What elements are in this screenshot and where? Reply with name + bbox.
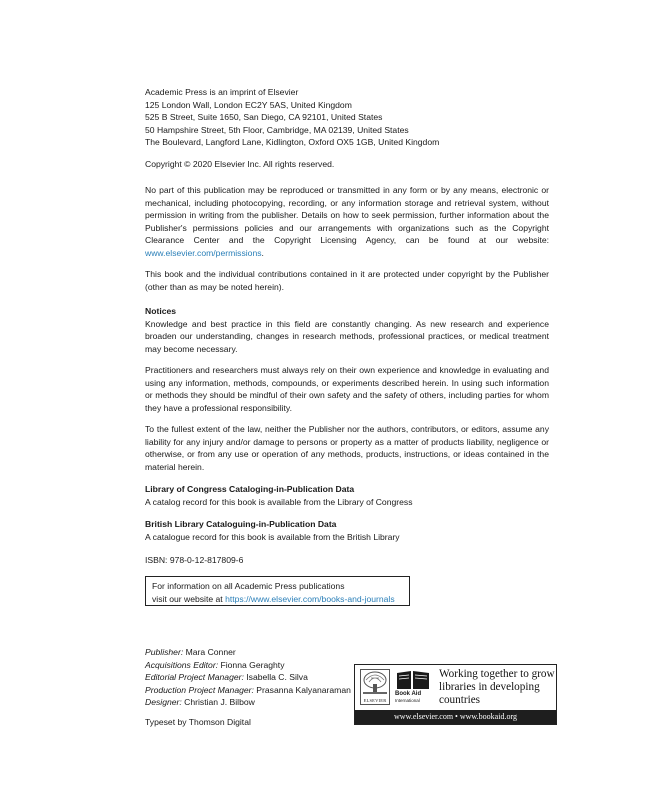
credit-role: Production Project Manager: [145, 684, 254, 695]
imprint-block [145, 86, 549, 149]
imprint-line: 525 B Street, Suite 1650, San Diego, CA 92101, United States [145, 112, 383, 122]
credit-line [145, 671, 355, 684]
permissions-link[interactable]: www.elsevier.com/permissions [145, 247, 262, 258]
info-line [152, 593, 409, 606]
credit-line [145, 696, 355, 709]
imprint-line: Academic Press is an imprint of Elsevier [145, 87, 299, 97]
credit-role: Editorial Project Manager: [145, 672, 244, 682]
banner-urls[interactable]: www.elsevier.com • www.bookaid.org [355, 710, 556, 724]
loc-heading: Library of Congress Cataloging-in-Publication Data [145, 484, 355, 494]
permissions-text: No part of this publication may be reproduced or transmitted in any form or by any means, electronic or mechanical, including photocopying, recording, or any information storage and retrieval system, without permission in writing from the publisher. Details on how to seek permission, further information about the Publisher's permissions policies and our arrangements with organizations such as the Copyright Clearance Center and the Copyright Licensing Agency, can be found at our website: [145, 185, 549, 245]
info-line: For information on all Academic Press publications [152, 581, 345, 591]
notices-paragraph: To the fullest extent of the law, neither the Publisher nor the authors, contributors, or editors, assume any liability for any injury and/or damage to persons or property as a matter of products liability, negligence or otherwise, or from any use or operation of any methods, products, instructions, or ideas contained in the material herein. [145, 424, 549, 472]
bl-text: A catalogue record for this book is available from the British Library [145, 531, 400, 542]
notices-section [145, 305, 549, 355]
info-box [145, 576, 410, 606]
imprint-line: The Boulevard, Langford Lane, Kidlington, Oxford OX5 1GB, United Kingdom [145, 137, 440, 147]
book-aid-banner [354, 664, 557, 725]
permissions-paragraph [145, 184, 549, 259]
loc-text: A catalog record for this book is available from the Library of Congress [145, 496, 413, 507]
bl-heading: British Library Cataloguing-in-Publication Data [145, 519, 337, 529]
isbn: ISBN: 978-0-12-817809-6 [145, 555, 244, 565]
books-journals-link[interactable]: https://www.elsevier.com/books-and-journals [225, 593, 395, 604]
book-aid-sub: International [395, 698, 420, 703]
credit-line [145, 659, 355, 672]
imprint-line: 50 Hampshire Street, 5th Floor, Cambridge, MA 02139, United States [145, 124, 409, 135]
credit-name: Fionna Geraghty [218, 659, 285, 670]
tree-icon [361, 670, 389, 696]
credit-line [145, 646, 355, 659]
credit-role: Designer: [145, 697, 182, 707]
bl-section [145, 518, 549, 543]
notices-paragraph: Practitioners and researchers must always rely on their own experience and knowledge in evaluating and using any information, methods, compounds, or experiments described herein. In using such information or methods they should be mindful of their own safety and the safety of others, including parties for whom they have a professional responsibility. [145, 365, 549, 413]
credit-line [145, 684, 355, 697]
typeset-line: Typeset by Thomson Digital [145, 717, 251, 727]
book-aid-wordmark: Book Aid [395, 691, 422, 697]
credit-name: Isabella C. Silva [243, 672, 308, 682]
elsevier-wordmark: ELSEVIER [363, 698, 387, 703]
elsevier-tree-logo [360, 669, 390, 705]
banner-top [355, 665, 556, 709]
credit-role: Acquisitions Editor: [145, 659, 219, 670]
loc-section [145, 483, 549, 508]
notices-paragraph: Knowledge and best practice in this field are constantly changing. As new research and experience broaden our understanding, changes in research methods, professional practices, or medical treatment may become necessary. [145, 318, 549, 354]
permissions-end: . [261, 247, 264, 258]
credit-name: Prasanna Kalyanaraman [253, 684, 351, 695]
notices-heading: Notices [145, 306, 177, 316]
credit-name: Christian J. Bilbow [181, 697, 255, 707]
credits-block [145, 646, 355, 709]
info-prefix: visit our website at [152, 593, 226, 604]
credit-role: Publisher: [145, 647, 184, 657]
banner-slogan: Working together to grow libraries in developing countries [439, 668, 555, 706]
imprint-line: 125 London Wall, London EC2Y 5AS, United Kingdom [145, 99, 352, 110]
copyright-line: Copyright © 2020 Elsevier Inc. All rights reserved. [145, 159, 335, 169]
credit-name: Mara Conner [183, 647, 236, 657]
protection-paragraph: This book and the individual contributions contained in it are protected under copyright by the Publisher (other than as may be noted herein). [145, 269, 549, 292]
open-book-icon [395, 669, 431, 691]
